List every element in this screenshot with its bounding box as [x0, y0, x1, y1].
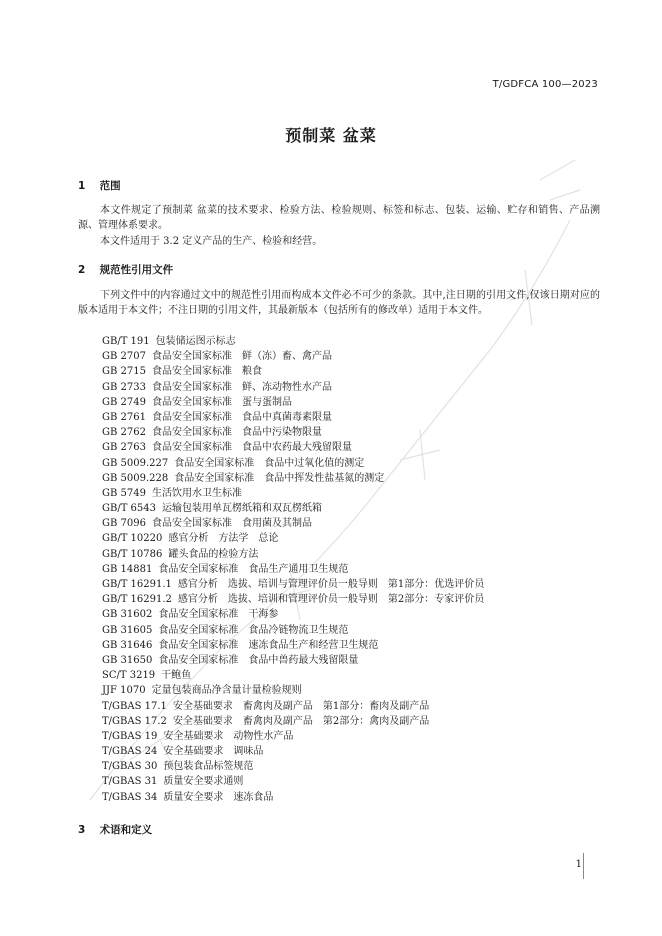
- reference-title: 食品安全国家标准 鲜（冻）畜、禽产品: [151, 351, 332, 363]
- reference-title: 安全基础要求 动物性水产品: [163, 730, 294, 742]
- reference-code: GB 2749: [102, 396, 146, 408]
- reference-code: GB 2733: [102, 381, 146, 393]
- reference-code: T/GBAS 31: [102, 776, 158, 788]
- reference-title: 感官分析 方法学 总论: [168, 533, 279, 545]
- reference-title: 定量包装商品净含量计量检验规则: [151, 685, 302, 697]
- reference-item: [102, 471, 484, 486]
- reference-code: GB 31646: [102, 639, 153, 651]
- reference-item: [102, 592, 484, 607]
- reference-code: GB 7096: [102, 518, 146, 530]
- reference-code: GB 2763: [102, 442, 146, 454]
- reference-item: [102, 759, 484, 774]
- reference-title: 安全基础要求 调味品: [163, 746, 264, 758]
- reference-title: 干鲍鱼: [161, 670, 192, 682]
- reference-title: 安全基础要求 畜禽肉及副产品 第2部分：禽肉及副产品: [172, 715, 430, 727]
- reference-item: [102, 425, 484, 440]
- reference-title: 食品安全国家标准 食品中挥发性盐基氮的测定: [174, 472, 385, 484]
- reference-code: GB 5009.227: [102, 457, 169, 469]
- reference-title: 质量安全要求通则: [163, 776, 244, 788]
- reference-title: 食品安全国家标准 食品中污染物限量: [151, 427, 322, 439]
- reference-code: SC/T 3219: [102, 670, 156, 682]
- reference-title: 运输包装用单瓦楞纸箱和双瓦楞纸箱: [162, 503, 323, 515]
- reference-title: 食品安全国家标准 食品中兽药最大残留限量: [158, 654, 359, 666]
- reference-item: [102, 668, 484, 683]
- reference-title: 食品安全国家标准 蛋与蛋制品: [151, 396, 292, 408]
- section-title: 范围: [99, 180, 121, 192]
- normative-intro: 下列文件中的内容通过文中的规范性引用而构成本文件必不可少的条款。其中,注日期的引用文件,仅该日期对应的版本适用于本文件；不注日期的引用文件，其最新版本（包括所有的修改单）适用于本文件。: [78, 290, 600, 316]
- section-number: 3: [78, 824, 86, 836]
- reference-title: 安全基础要求 畜禽肉及副产品 第1部分：畜肉及副产品: [172, 700, 430, 712]
- reference-item: [102, 683, 484, 698]
- reference-item: [102, 699, 484, 714]
- reference-code: T/GBAS 34: [102, 791, 158, 803]
- reference-code: T/GBAS 17.1: [102, 700, 167, 712]
- reference-code: T/GBAS 19: [102, 730, 158, 742]
- reference-code: GB 2715: [102, 366, 146, 378]
- reference-code: GB 31602: [102, 609, 153, 621]
- reference-title: 感官分析 选拔、培训和管理评价员一般导则 第2部分：专家评价员: [177, 594, 485, 606]
- reference-item: [102, 744, 484, 759]
- reference-code: GB/T 16291.2: [102, 594, 172, 606]
- reference-title: 食品安全国家标准 速冻食品生产和经营卫生规范: [158, 639, 379, 651]
- scope-paragraph-1: 本文件规定了预制菜 盆菜的技术要求、检验方法、检验规则、标签和标志、包装、运输、贮存和销售、产品溯源、管理体系要求。: [78, 205, 600, 231]
- reference-item: [102, 790, 484, 805]
- reference-title: 生活饮用水卫生标准: [151, 487, 242, 499]
- section-number: 1: [78, 180, 86, 192]
- reference-item: [102, 456, 484, 471]
- reference-code: GB 5009.228: [102, 472, 169, 484]
- reference-code: GB 2762: [102, 427, 146, 439]
- reference-item: [102, 638, 484, 653]
- reference-code: T/GBAS 24: [102, 746, 158, 758]
- reference-code: GB/T 191: [102, 336, 150, 347]
- reference-code: GB/T 10220: [102, 533, 163, 545]
- reference-item: [102, 729, 484, 744]
- reference-item: [102, 516, 484, 531]
- reference-title: 罐头食品的检验方法: [168, 548, 259, 560]
- reference-title: 食品安全国家标准 食品生产通用卫生规范: [158, 563, 349, 575]
- reference-item: [102, 562, 484, 577]
- reference-title: 食品安全国家标准 食品中过氧化值的测定: [174, 457, 365, 469]
- reference-item: [102, 349, 484, 364]
- reference-code: GB/T 6543: [102, 503, 157, 515]
- reference-code: GB/T 10786: [102, 548, 163, 560]
- section-number: 2: [78, 264, 86, 276]
- reference-title: 质量安全要求 速冻食品: [163, 791, 274, 803]
- reference-code: GB 31605: [102, 624, 153, 636]
- page-number: 1: [575, 859, 582, 870]
- reference-item: [102, 577, 484, 592]
- reference-item: [102, 380, 484, 395]
- reference-title: 食品安全国家标准 食品中真菌毒素限量: [151, 411, 332, 423]
- reference-item: [102, 364, 484, 379]
- reference-code: T/GBAS 30: [102, 761, 158, 773]
- reference-title: 食品安全国家标准 食品冷链物流卫生规范: [158, 624, 349, 636]
- footer-divider: [583, 853, 584, 879]
- reference-item: [102, 607, 484, 622]
- reference-item: [102, 714, 484, 729]
- reference-code: GB/T 16291.1: [102, 579, 172, 590]
- reference-title: 食品安全国家标准 干海参: [158, 609, 279, 621]
- reference-item: [102, 395, 484, 410]
- reference-code: GB 14881: [102, 563, 153, 575]
- scope-paragraph-2: 本文件适用于 3.2 定义产品的生产、检验和经营。: [100, 236, 323, 247]
- reference-title: 包装储运图示标志: [155, 336, 236, 347]
- section-title: 术语和定义: [99, 824, 153, 836]
- reference-title: 食品安全国家标准 食用菌及其制品: [151, 518, 312, 530]
- reference-code: GB 2707: [102, 351, 146, 363]
- reference-item: [102, 410, 484, 425]
- reference-item: [102, 486, 484, 501]
- reference-item: [102, 653, 484, 668]
- reference-item: [102, 501, 484, 516]
- reference-title: 食品安全国家标准 食品中农药最大残留限量: [151, 442, 352, 454]
- reference-item: [102, 531, 484, 546]
- section-1-heading: [78, 178, 121, 193]
- section-title: 规范性引用文件: [99, 264, 174, 276]
- reference-title: 食品安全国家标准 鲜、冻动物性水产品: [151, 381, 332, 393]
- reference-title: 食品安全国家标准 粮食: [151, 366, 262, 378]
- reference-code: GB 2761: [102, 411, 146, 423]
- reference-code: T/GBAS 17.2: [102, 715, 167, 727]
- section-2-heading: [78, 262, 173, 277]
- reference-list: [102, 334, 484, 805]
- reference-item: [102, 547, 484, 562]
- reference-item: [102, 334, 484, 349]
- document-title: 预制菜 盆菜: [285, 126, 377, 145]
- reference-code: GB 31650: [102, 654, 153, 666]
- reference-code: GB 5749: [102, 487, 146, 499]
- reference-item: [102, 440, 484, 455]
- reference-code: JJF 1070: [102, 685, 146, 697]
- section-3-heading: [78, 822, 152, 837]
- reference-title: 预包装食品标签规范: [163, 761, 254, 773]
- standard-code: T/GDFCA 100—2023: [492, 79, 598, 90]
- reference-title: 感官分析 选拔、培训与管理评价员一般导则 第1部分：优选评价员: [177, 579, 485, 590]
- reference-item: [102, 623, 484, 638]
- reference-item: [102, 774, 484, 789]
